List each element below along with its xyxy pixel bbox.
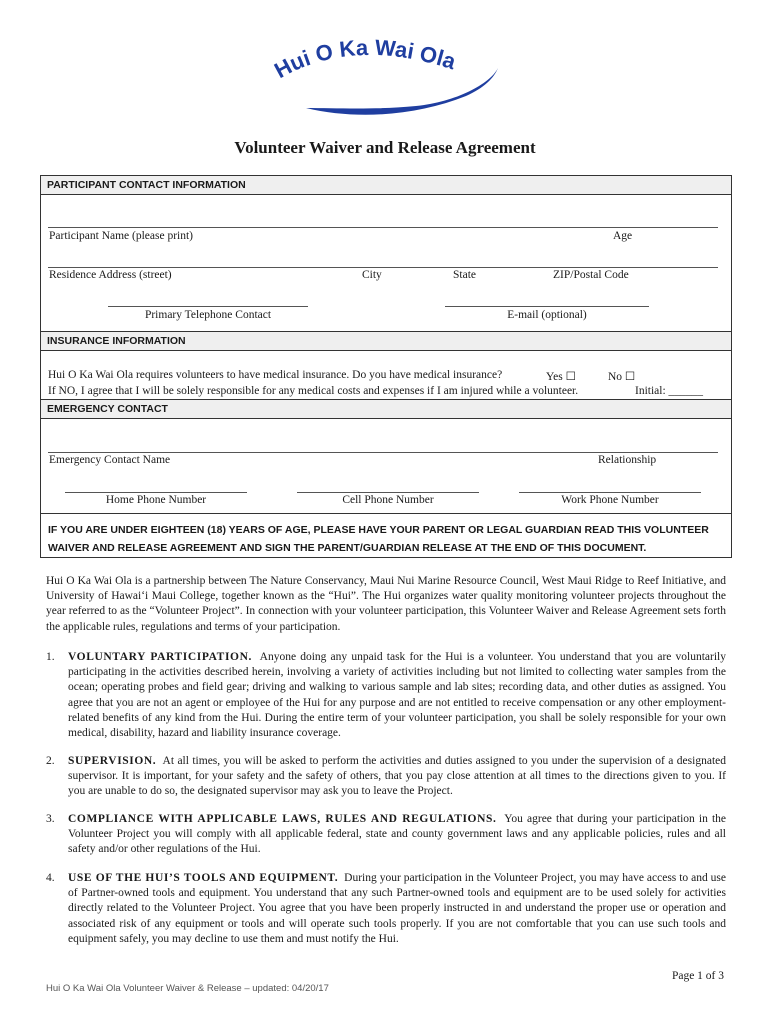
item-heading: SUPERVISION. — [68, 755, 157, 767]
insurance-statement: If NO, I agree that I will be solely responsible for any medical costs and expenses if I am injured while a volunteer. — [48, 385, 579, 397]
contact-form-box — [40, 175, 732, 558]
cell-phone-label: Cell Phone Number — [342, 494, 434, 506]
zip-label: ZIP/Postal Code — [553, 269, 629, 281]
insurance-no-checkbox[interactable]: No ☐ — [608, 371, 636, 383]
emergency-contact-name-label: Emergency Contact Name — [49, 454, 171, 466]
primary-phone-label: Primary Telephone Contact — [144, 309, 272, 321]
minor-notice: IF YOU ARE UNDER EIGHTEEN (18) YEARS OF AGE, PLEASE HAVE YOUR PARENT OR LEGAL GUARDIAN READ THIS VOLUNTEER WAIVER AND RELEASE AGREEMENT AND SIGN THE PARENT/GUARDIAN RELEASE AT THE END OF THIS DOCUMENT. — [48, 524, 709, 554]
intro-paragraph: Hui O Ka Wai Ola is a partnership between The Nature Conservancy, Maui Nui Marine Resource Council, West Maui Ridge to Reef Initiative, and University of Hawaiʻi Maui College, together known as the “Hui”. The Hui organizes water quality monitoring volunteer projects throughout the year referred to as the “Volunteer Project”. In connection with your volunteer participation, this Volunteer Waiver and Release Agreement sets forth the applicable rules, regulations and terms of your participation. — [46, 575, 726, 633]
age-label: Age — [613, 230, 633, 242]
item-text: At all times, you will be asked to perform the activities and duties assigned to you under the supervision of a designated supervisor. It is important, for your safety and the safety of others, that you pay close attention at all times to the directions given to you. If you are unable to do so, the designated supervisor may ask you to leave the Project. — [68, 755, 726, 798]
item-text: Anyone doing any unpaid task for the Hui is a volunteer. You understand that you are voluntarily participating in the activities described herein, involving a variety of activities including but not limited to collecting water samples from the ocean; operating probes and field gear; driving and walking to various sample and lab sites; recording data, and other duties as assigned. You agree that you are not an agent or employee of the Hui for any purpose and are not entitled to receive compensation or any other employment-related benefits of any kind from the Hui. During the entire term of your volunteer participation, you shall be solely responsible for your own medical, disability, hazard and liability insurance coverage. — [68, 651, 726, 740]
item-text: During your participation in the Volunteer Project, you may have access to and use of Partner-owned tools and equipment. You understand that any such Partner-owned tools and equipment are to be used solely for activities directly related to the Volunteer Project. You agree that you have been properly instructed in and understand the proper use or operation and associated risk of any equipment or tools and will operate such tools properly. If you are not comfortable that you can use such tools and equipment safely, you may decline to use them and must notify the Hui. — [68, 872, 727, 945]
item-number: 3. — [46, 813, 55, 825]
email-field[interactable] — [445, 306, 649, 307]
insurance-question: Hui O Ka Wai Ola requires volunteers to have medical insurance. Do you have medical insurance? — [48, 369, 503, 381]
item-heading: USE OF THE HUI’S TOOLS AND EQUIPMENT. — [68, 872, 339, 884]
insurance-section-header: INSURANCE INFORMATION — [41, 332, 731, 351]
work-phone-label: Work Phone Number — [561, 494, 659, 506]
home-phone-field[interactable] — [65, 492, 247, 493]
item-number: 2. — [46, 755, 55, 767]
participant-name-field[interactable] — [48, 227, 718, 228]
item-heading: VOLUNTARY PARTICIPATION. — [68, 651, 252, 663]
page-number: Page 1 of 3 — [671, 970, 724, 982]
email-label: E-mail (optional) — [507, 309, 587, 321]
work-phone-field[interactable] — [519, 492, 701, 493]
hui-o-ka-wai-ola-logo — [266, 36, 506, 116]
item-number: 4. — [46, 872, 55, 884]
emergency-contact-name-field[interactable] — [48, 452, 718, 453]
logo-wave — [306, 68, 498, 115]
home-phone-label: Home Phone Number — [105, 494, 207, 506]
residence-address-field[interactable] — [48, 267, 718, 268]
cell-phone-field[interactable] — [297, 492, 479, 493]
city-label: City — [362, 269, 382, 281]
item-text: You agree that during your participation in the Volunteer Project you will comply with all applicable federal, state and county government laws and any applicable policies, rules and all safety and/or other regulations of the Hui. — [68, 813, 727, 856]
emergency-section-header: EMERGENCY CONTACT — [41, 400, 731, 419]
insurance-initial-field[interactable]: Initial: ______ — [635, 385, 704, 397]
primary-phone-field[interactable] — [108, 306, 308, 307]
participant-section-header: PARTICIPANT CONTACT INFORMATION — [41, 176, 731, 195]
residence-address-label: Residence Address (street) — [49, 269, 172, 281]
relationship-label: Relationship — [598, 454, 657, 466]
document-title: Volunteer Waiver and Release Agreement — [234, 138, 536, 157]
item-heading: COMPLIANCE WITH APPLICABLE LAWS, RULES AND REGULATIONS. — [68, 813, 497, 825]
footer-text: Hui O Ka Wai Ola Volunteer Waiver & Release – updated: 04/20/17 — [46, 983, 329, 994]
insurance-yes-checkbox[interactable]: Yes ☐ — [546, 371, 576, 383]
logo-text: Hui O Ka Wai Ola — [270, 36, 459, 84]
state-label: State — [453, 269, 476, 281]
item-number: 1. — [46, 651, 55, 663]
divider — [41, 513, 731, 514]
participant-name-label: Participant Name (please print) — [49, 230, 194, 242]
